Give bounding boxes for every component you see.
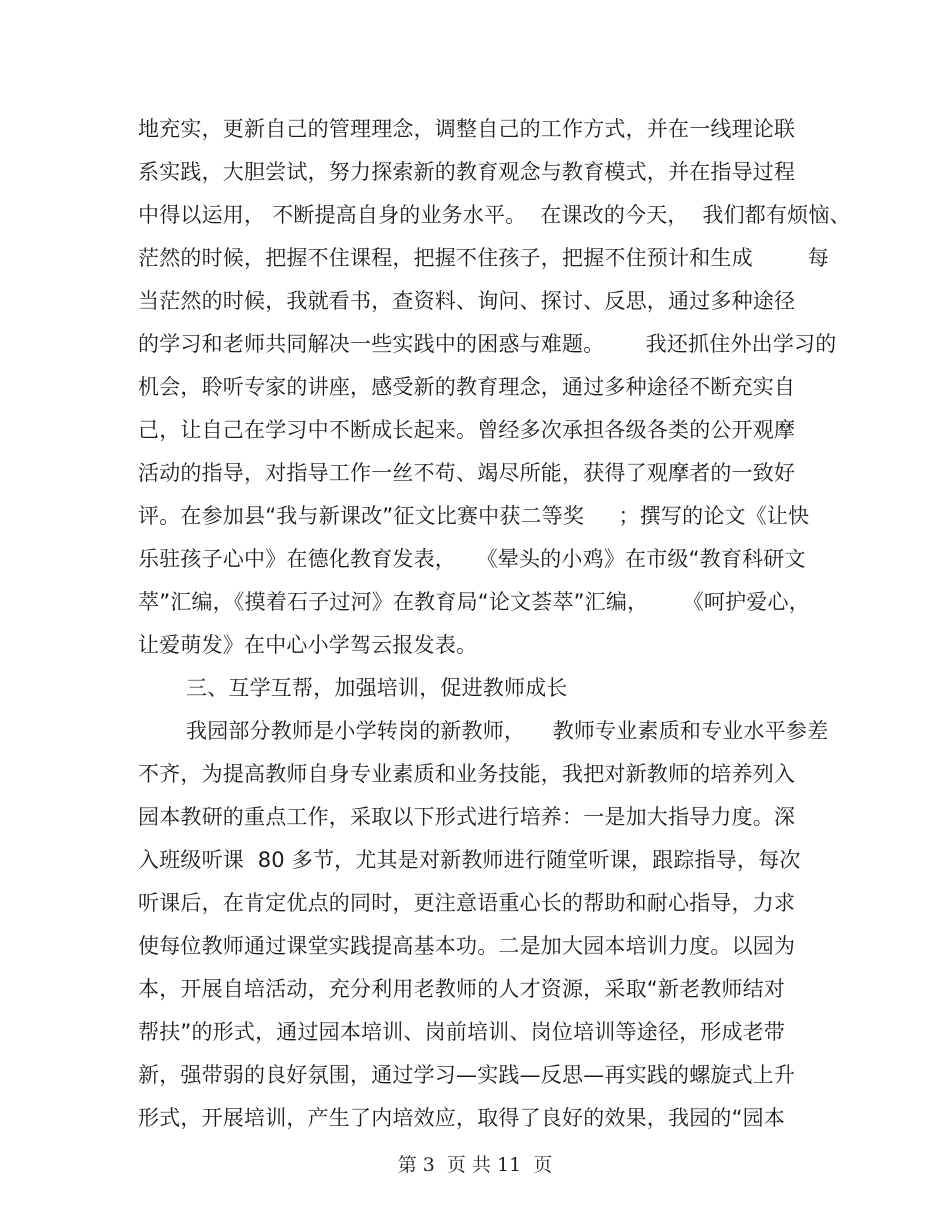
text-line: 本，开展自培活动，充分利用老教师的人才资源，采取“新老教师结对 [138, 977, 786, 1001]
text-line: 我园部分教师是小学转岗的新教师， 教师专业素质和专业水平参差 [186, 719, 829, 743]
text-line: 新，强带弱的良好氛围，通过学习—实践—反思—再实践的螺旋式上升 [138, 1063, 796, 1087]
text-line: 系实践，大胆尝试，努力探索新的教育观念与教育模式，并在指导过程 [138, 160, 796, 184]
text-line: 的学习和老师共同解决一些实践中的困惑与难题。 我还抓住外出学习的 [138, 332, 837, 356]
body-text [138, 108, 851, 1140]
text-line: 中得以运用， 不断提高自身的业务水平。 在课改的今天， 我们都有烦恼、 [138, 203, 851, 227]
text-line: 园本教研的重点工作，采取以下形式进行培养：一是加大指导力度。深 [138, 805, 796, 829]
text-line: 地充实，更新自己的管理理念，调整自己的工作方式，并在一线理论联 [138, 117, 796, 141]
text-line: 当茫然的时候，我就看书，查资料、询问、探讨、反思，通过多种途径 [138, 289, 796, 313]
text-line: 听课后，在肯定优点的同时，更注意语重心长的帮助和耐心指导，力求 [138, 891, 796, 915]
section-heading: 三、互学互帮，加强培训，促进教师成长 [186, 676, 568, 700]
page-number-footer: 第 3 页 共 11 页 [397, 1154, 553, 1176]
text-line: 己，让自己在学习中不断成长起来。曾经多次承担各级各类的公开观摩 [138, 418, 796, 442]
text-line: 帮扶”的形式，通过园本培训、岗前培训、岗位培训等途径，形成老带 [138, 1020, 786, 1044]
text-line: 萃”汇编，《摸着石子过河》在教育局“论文荟萃”汇编， 《呵护爱心， [138, 590, 810, 614]
text-line: 活动的指导，对指导工作一丝不苟、竭尽所能，获得了观摩者的一致好 [138, 461, 796, 485]
text-line: 机会，聆听专家的讲座，感受新的教育理念，通过多种途径不断充实自 [138, 375, 796, 399]
text-line: 形式，开展培训，产生了内培效应，取得了良好的效果，我园的“园本 [138, 1106, 786, 1130]
text-line: 入班级听课 80 多节，尤其是对新教师进行随堂听课，跟踪指导，每次 [138, 848, 801, 872]
text-line: 使每位教师通过课堂实践提高基本功。二是加大园本培训力度。以园为 [138, 934, 796, 958]
text-line: 茫然的时候，把握不住课程，把握不住孩子，把握不住预计和生成 每 [138, 246, 829, 270]
text-line: 评。在参加县“我与新课改”征文比赛中获二等奖 ；撰写的论文《让快 [138, 504, 810, 528]
text-line: 让爱萌发》在中心小学驾云报发表。 [138, 633, 478, 657]
text-line: 不齐，为提高教师自身专业素质和业务技能，我把对新教师的培养列入 [138, 762, 796, 786]
text-line: 乐驻孩子心中》在德化教育发表， 《晕头的小鸡》在市级“教育科研文 [138, 547, 806, 571]
